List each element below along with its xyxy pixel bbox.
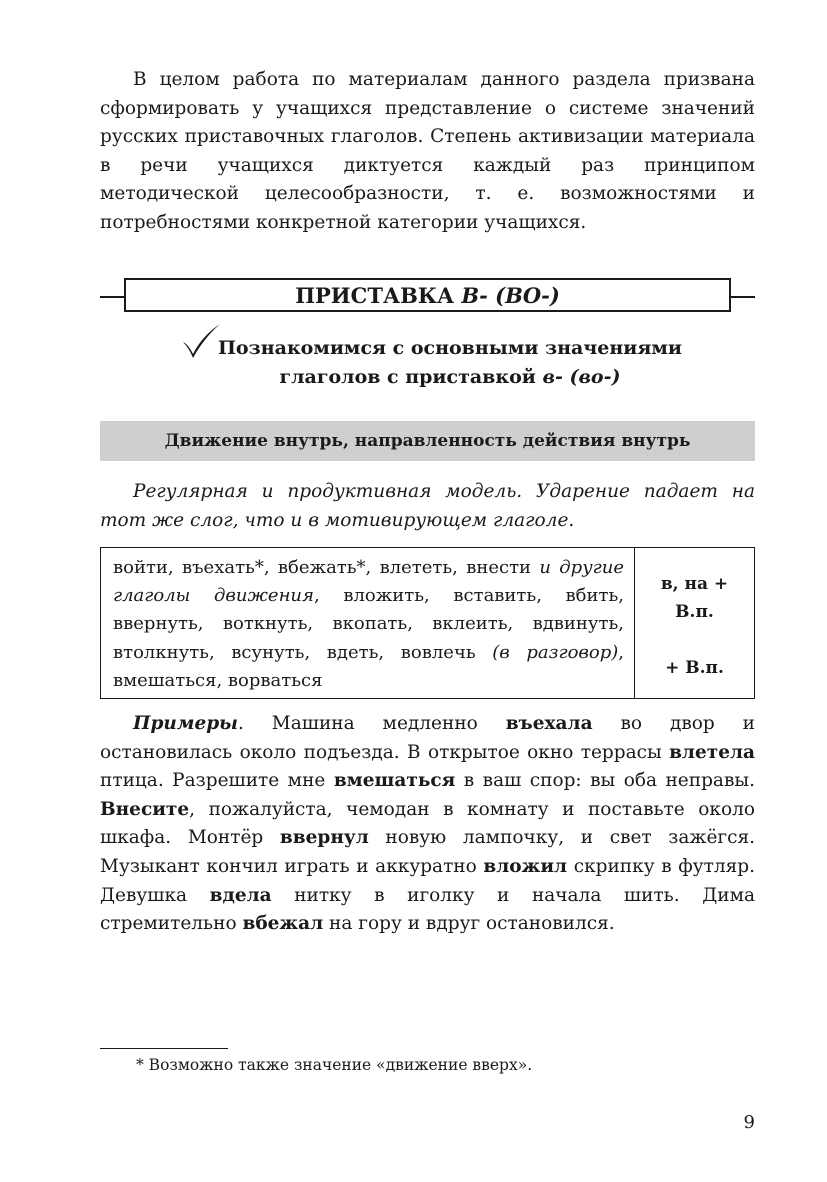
example-verb-8: вбежал — [242, 913, 324, 935]
verb-list-part-3: , вмешаться, ворваться — [113, 641, 624, 691]
government-1-line-1: в, на + — [660, 574, 729, 594]
footnote-rule — [100, 1048, 228, 1049]
verb-table — [100, 547, 755, 699]
verb-list-note: и другие глаголы движения — [113, 557, 624, 607]
subtitle-prefix: в- (во-) — [542, 366, 621, 388]
government-1-line-2: В.п. — [675, 602, 714, 622]
title-rule-right — [731, 296, 755, 298]
examples-text-7: скрипку в футляр. Девушка — [100, 855, 755, 906]
title-rule-left — [100, 296, 124, 298]
example-verb-2: влетела — [669, 741, 755, 763]
section-title-prefix: В- (ВО-) — [461, 282, 560, 308]
verb-list-part-2: , вложить, вставить, вбить, ввернуть, воткнуть, вкопать, вклеить, вдвинуть, втолкнуть, всунуть, вдеть, вовлечь — [113, 585, 624, 663]
examples-text-3: птица. Разрешите мне — [100, 770, 334, 792]
examples-paragraph — [100, 710, 755, 939]
example-verb-7: вдела — [209, 884, 272, 906]
examples-text-2: во двор и остановилась около подъезда. В открытое окно террасы — [100, 713, 755, 763]
examples-text-8: нитку в иголку и начала шить. Дима стремительно — [100, 884, 755, 935]
subtitle-line-2: глаголов с приставкой — [279, 366, 543, 388]
page-number: 9 — [743, 1112, 755, 1133]
intro-paragraph: В целом работа по материалам данного раздела призвана сформировать у учащихся представление о системе значений русских приставочных глаголов. Степень активизации материала в речи учащихся диктуется каждый раз принципом методической целесообразности, т. е. возможностями и потребностями конкретной категории учащихся. — [100, 69, 755, 233]
verb-list-cell — [101, 548, 635, 698]
government-cell — [635, 548, 754, 698]
section-title — [100, 278, 755, 314]
examples-text-6: новую лампочку, и свет зажёгся. Музыкант кончил играть и аккуратно — [100, 827, 755, 877]
government-1 — [635, 570, 754, 626]
examples-text-5: , пожалуйста, чемодан в комнату и поставьте около шкафа. Монтёр — [100, 798, 755, 849]
example-verb-4: Внесите — [100, 798, 190, 820]
example-verb-1: въехала — [505, 713, 593, 734]
examples-lead: Примеры — [133, 713, 238, 734]
section-title-box — [124, 278, 731, 312]
subtitle-line-1: Познакомимся с основными значениями — [217, 337, 682, 359]
section-title-text: ПРИСТАВКА — [295, 282, 455, 308]
verb-list-context: (в разговор) — [492, 641, 619, 663]
footnote: * Возможно также значение «движение вверх». — [136, 1056, 533, 1074]
example-verb-3: вмешаться — [333, 770, 456, 792]
subtitle — [200, 334, 700, 392]
model-note: Регулярная и продуктивная модель. Ударение падает на тот же слог, что и в мотивирующем глаголе. — [100, 481, 755, 531]
government-2: + В.п. — [665, 658, 724, 678]
examples-text-4: в ваш спор: вы оба неправы. — [455, 770, 755, 792]
examples-text-9: на гору и вдруг остановился. — [323, 913, 615, 935]
example-verb-5: ввернул — [279, 827, 369, 849]
verb-list-part-1: войти, въехать*, вбежать*, влететь, внести — [113, 557, 540, 578]
example-verb-6: вложил — [483, 855, 568, 877]
meaning-heading: Движение внутрь, направленность действия внутрь — [100, 421, 755, 461]
examples-text-1: . Машина медленно — [237, 713, 506, 734]
